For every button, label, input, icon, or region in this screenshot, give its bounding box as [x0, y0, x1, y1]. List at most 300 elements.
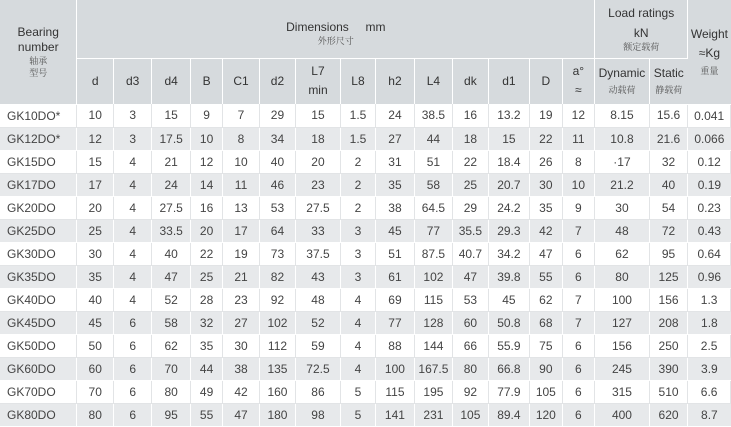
cell-c1: 8	[223, 127, 259, 150]
cell-d2: 46	[259, 173, 295, 196]
cell-d1: 29.3	[488, 219, 530, 242]
cell-dynamic: ·17	[595, 150, 650, 173]
cell-d1: 45	[488, 288, 530, 311]
cell-l4: 144	[414, 334, 452, 357]
cell-d3: 4	[113, 265, 151, 288]
weight-cn: 重量	[700, 65, 719, 76]
cell-d1: 55.9	[488, 334, 530, 357]
cell-b: 25	[190, 265, 222, 288]
col-d4: d4	[152, 58, 190, 104]
cell-model: GK30DO	[0, 242, 77, 265]
cell-c1: 42	[223, 380, 259, 403]
cell-a: 10	[562, 173, 595, 196]
cell-l4: 64.5	[414, 196, 452, 219]
cell-c1: 21	[223, 265, 259, 288]
cell-dynamic: 400	[595, 403, 650, 426]
table-body	[0, 104, 731, 427]
cell-l8: 5	[340, 403, 375, 426]
cell-d1: 77.9	[488, 380, 530, 403]
cell-static: 32	[649, 150, 688, 173]
cell-dynamic: 245	[595, 357, 650, 380]
cell-b: 14	[190, 173, 222, 196]
cell-d3: 4	[113, 150, 151, 173]
cell-h2: 88	[376, 334, 414, 357]
cell-a: 7	[562, 311, 595, 334]
cell-model: GK15DO	[0, 150, 77, 173]
col-dynamic-cn: 动载荷	[608, 85, 636, 96]
cell-weight: 1.3	[688, 288, 731, 311]
cell-b: 16	[190, 196, 222, 219]
cell-d: 40	[77, 288, 113, 311]
weight-label: Weight	[690, 26, 728, 41]
cell-d3: 6	[113, 357, 151, 380]
cell-d4: 70	[152, 357, 190, 380]
col-D: D	[530, 58, 562, 104]
cell-c1: 13	[223, 196, 259, 219]
cell-d4: 47	[152, 265, 190, 288]
cell-l8: 2	[340, 173, 375, 196]
cell-static: 40	[649, 173, 688, 196]
col-d1: d1	[488, 58, 530, 104]
cell-dk: 60	[453, 311, 488, 334]
cell-h2: 45	[376, 219, 414, 242]
cell-D: 30	[530, 173, 562, 196]
cell-l7: 18	[296, 127, 341, 150]
cell-d2: 135	[259, 357, 295, 380]
cell-model: GK12DO*	[0, 127, 77, 150]
cell-d2: 40	[259, 150, 295, 173]
col-b: B	[190, 58, 222, 104]
cell-d4: 40	[152, 242, 190, 265]
col-static	[649, 58, 688, 104]
cell-c1: 11	[223, 173, 259, 196]
cell-d3: 6	[113, 403, 151, 426]
header-row-columns	[0, 58, 731, 104]
cell-static: 54	[649, 196, 688, 219]
cell-d4: 58	[152, 311, 190, 334]
cell-l8: 4	[340, 288, 375, 311]
cell-d2: 53	[259, 196, 295, 219]
cell-a: 6	[562, 242, 595, 265]
cell-b: 44	[190, 357, 222, 380]
cell-c1: 47	[223, 403, 259, 426]
cell-b: 35	[190, 334, 222, 357]
bearing-number-cn-2: 型号	[29, 67, 48, 78]
cell-d4: 95	[152, 403, 190, 426]
cell-static: 510	[649, 380, 688, 403]
cell-D: 47	[530, 242, 562, 265]
cell-model: GK17DO	[0, 173, 77, 196]
cell-static: 15.6	[649, 104, 688, 127]
cell-b: 49	[190, 380, 222, 403]
cell-d4: 24	[152, 173, 190, 196]
cell-b: 28	[190, 288, 222, 311]
cell-b: 10	[190, 127, 222, 150]
cell-l8: 2	[340, 196, 375, 219]
cell-l7: 27.5	[296, 196, 341, 219]
cell-d4: 27.5	[152, 196, 190, 219]
cell-d2: 34	[259, 127, 295, 150]
cell-d1: 39.8	[488, 265, 530, 288]
cell-d4: 52	[152, 288, 190, 311]
cell-l7: 43	[296, 265, 341, 288]
table-row	[0, 288, 731, 311]
cell-dk: 25	[453, 173, 488, 196]
header-row-top	[0, 0, 731, 58]
cell-static: 72	[649, 219, 688, 242]
cell-D: 120	[530, 403, 562, 426]
cell-d1: 18.4	[488, 150, 530, 173]
cell-h2: 35	[376, 173, 414, 196]
bearing-number-label-2: number	[17, 39, 59, 54]
cell-d2: 64	[259, 219, 295, 242]
cell-d: 60	[77, 357, 113, 380]
cell-D: 22	[530, 127, 562, 150]
cell-weight: 0.066	[688, 127, 731, 150]
cell-l8: 3	[340, 242, 375, 265]
col-dynamic-label: Dynamic	[598, 66, 646, 81]
col-l7-label: L7	[311, 64, 325, 79]
col-dynamic	[595, 58, 650, 104]
cell-weight: 0.12	[688, 150, 731, 173]
cell-weight: 3.9	[688, 357, 731, 380]
cell-static: 250	[649, 334, 688, 357]
cell-d4: 80	[152, 380, 190, 403]
cell-c1: 23	[223, 288, 259, 311]
cell-weight: 2.5	[688, 334, 731, 357]
cell-c1: 17	[223, 219, 259, 242]
cell-static: 125	[649, 265, 688, 288]
cell-d1: 66.8	[488, 357, 530, 380]
col-a	[562, 58, 595, 104]
cell-d2: 92	[259, 288, 295, 311]
cell-b: 32	[190, 311, 222, 334]
cell-weight: 1.8	[688, 311, 731, 334]
cell-a: 6	[562, 357, 595, 380]
cell-l7: 59	[296, 334, 341, 357]
cell-d4: 17.5	[152, 127, 190, 150]
cell-c1: 7	[223, 104, 259, 127]
cell-weight: 6.6	[688, 380, 731, 403]
cell-l7: 20	[296, 150, 341, 173]
cell-d3: 6	[113, 311, 151, 334]
col-c1: C1	[223, 58, 259, 104]
cell-model: GK35DO	[0, 265, 77, 288]
cell-h2: 69	[376, 288, 414, 311]
cell-d: 80	[77, 403, 113, 426]
dimensions-header	[77, 0, 595, 58]
cell-dynamic: 30	[595, 196, 650, 219]
cell-d1: 50.8	[488, 311, 530, 334]
cell-h2: 100	[376, 357, 414, 380]
cell-l7: 33	[296, 219, 341, 242]
cell-dk: 16	[453, 104, 488, 127]
cell-h2: 77	[376, 311, 414, 334]
col-l4: L4	[414, 58, 452, 104]
cell-dk: 105	[453, 403, 488, 426]
cell-b: 20	[190, 219, 222, 242]
table-row	[0, 219, 731, 242]
cell-l4: 231	[414, 403, 452, 426]
cell-a: 9	[562, 196, 595, 219]
cell-D: 35	[530, 196, 562, 219]
cell-D: 55	[530, 265, 562, 288]
cell-l8: 4	[340, 357, 375, 380]
cell-b: 55	[190, 403, 222, 426]
cell-c1: 27	[223, 311, 259, 334]
cell-d1: 20.7	[488, 173, 530, 196]
cell-dynamic: 156	[595, 334, 650, 357]
cell-dynamic: 80	[595, 265, 650, 288]
col-d2: d2	[259, 58, 295, 104]
cell-model: GK45DO	[0, 311, 77, 334]
cell-dynamic: 127	[595, 311, 650, 334]
cell-b: 22	[190, 242, 222, 265]
table-row	[0, 265, 731, 288]
cell-b: 9	[190, 104, 222, 127]
cell-l8: 3	[340, 265, 375, 288]
cell-d3: 6	[113, 334, 151, 357]
table-row	[0, 380, 731, 403]
cell-c1: 38	[223, 357, 259, 380]
cell-l4: 87.5	[414, 242, 452, 265]
cell-d3: 4	[113, 288, 151, 311]
cell-static: 156	[649, 288, 688, 311]
cell-b: 12	[190, 150, 222, 173]
bearing-number-cn-1: 轴承	[29, 55, 48, 66]
cell-d2: 73	[259, 242, 295, 265]
cell-c1: 10	[223, 150, 259, 173]
cell-d2: 160	[259, 380, 295, 403]
cell-d2: 112	[259, 334, 295, 357]
cell-d: 12	[77, 127, 113, 150]
cell-d1: 13.2	[488, 104, 530, 127]
cell-h2: 27	[376, 127, 414, 150]
cell-l7: 86	[296, 380, 341, 403]
cell-l7: 15	[296, 104, 341, 127]
cell-d4: 62	[152, 334, 190, 357]
cell-a: 6	[562, 380, 595, 403]
col-static-label: Static	[653, 66, 684, 81]
cell-d: 10	[77, 104, 113, 127]
cell-h2: 141	[376, 403, 414, 426]
cell-d2: 82	[259, 265, 295, 288]
cell-D: 26	[530, 150, 562, 173]
cell-a: 12	[562, 104, 595, 127]
col-l7	[296, 58, 341, 104]
cell-dynamic: 8.15	[595, 104, 650, 127]
cell-l4: 44	[414, 127, 452, 150]
cell-l4: 102	[414, 265, 452, 288]
col-h2: h2	[376, 58, 414, 104]
load-ratings-label: Load ratings	[608, 6, 675, 20]
cell-d: 17	[77, 173, 113, 196]
cell-dk: 40.7	[453, 242, 488, 265]
col-l7-min: min	[308, 83, 328, 98]
cell-l4: 38.5	[414, 104, 452, 127]
cell-dk: 29	[453, 196, 488, 219]
cell-static: 208	[649, 311, 688, 334]
cell-l4: 77	[414, 219, 452, 242]
cell-model: GK70DO	[0, 380, 77, 403]
cell-dynamic: 21.2	[595, 173, 650, 196]
cell-model: GK60DO	[0, 357, 77, 380]
cell-a: 7	[562, 288, 595, 311]
load-ratings-header	[595, 0, 688, 58]
cell-D: 62	[530, 288, 562, 311]
cell-model: GK25DO	[0, 219, 77, 242]
dimensions-label: Dimensions mm	[286, 20, 386, 34]
col-l8: L8	[340, 58, 375, 104]
cell-dk: 92	[453, 380, 488, 403]
cell-l4: 195	[414, 380, 452, 403]
cell-d3: 4	[113, 196, 151, 219]
cell-static: 620	[649, 403, 688, 426]
cell-dynamic: 315	[595, 380, 650, 403]
cell-dynamic: 10.8	[595, 127, 650, 150]
cell-weight: 0.19	[688, 173, 731, 196]
cell-static: 21.6	[649, 127, 688, 150]
cell-weight: 8.7	[688, 403, 731, 426]
col-d3: d3	[113, 58, 151, 104]
cell-a: 6	[562, 334, 595, 357]
cell-dk: 80	[453, 357, 488, 380]
cell-d2: 29	[259, 104, 295, 127]
cell-a: 11	[562, 127, 595, 150]
table-row	[0, 403, 731, 426]
table-row	[0, 196, 731, 219]
cell-dynamic: 100	[595, 288, 650, 311]
cell-l7: 98	[296, 403, 341, 426]
cell-D: 68	[530, 311, 562, 334]
cell-model: GK80DO	[0, 403, 77, 426]
cell-d: 30	[77, 242, 113, 265]
cell-l4: 167.5	[414, 357, 452, 380]
cell-h2: 38	[376, 196, 414, 219]
col-a-approx: ≈	[575, 83, 582, 98]
cell-l4: 128	[414, 311, 452, 334]
cell-d2: 180	[259, 403, 295, 426]
cell-l8: 2	[340, 150, 375, 173]
cell-model: GK10DO*	[0, 104, 77, 127]
bearing-number-label-1: Bearing	[17, 24, 59, 39]
cell-l8: 4	[340, 311, 375, 334]
cell-d1: 89.4	[488, 403, 530, 426]
cell-d: 45	[77, 311, 113, 334]
table-row	[0, 334, 731, 357]
cell-h2: 31	[376, 150, 414, 173]
cell-d3: 4	[113, 219, 151, 242]
cell-d4: 21	[152, 150, 190, 173]
dimensions-cn: 外形尺寸	[317, 36, 354, 46]
cell-l8: 1.5	[340, 127, 375, 150]
cell-h2: 24	[376, 104, 414, 127]
cell-l7: 23	[296, 173, 341, 196]
cell-a: 7	[562, 219, 595, 242]
table-row	[0, 150, 731, 173]
cell-weight: 0.96	[688, 265, 731, 288]
cell-d1: 34.2	[488, 242, 530, 265]
load-ratings-cn: 额定载荷	[623, 42, 660, 52]
cell-d3: 4	[113, 173, 151, 196]
cell-dk: 66	[453, 334, 488, 357]
cell-d: 25	[77, 219, 113, 242]
cell-d: 20	[77, 196, 113, 219]
table-row	[0, 173, 731, 196]
cell-D: 105	[530, 380, 562, 403]
cell-weight: 0.64	[688, 242, 731, 265]
cell-static: 390	[649, 357, 688, 380]
cell-a: 6	[562, 403, 595, 426]
cell-l4: 58	[414, 173, 452, 196]
col-static-cn: 静载荷	[655, 85, 683, 96]
cell-d1: 15	[488, 127, 530, 150]
cell-l7: 37.5	[296, 242, 341, 265]
cell-d3: 3	[113, 104, 151, 127]
table-row	[0, 357, 731, 380]
cell-dk: 22	[453, 150, 488, 173]
col-d: d	[77, 58, 113, 104]
cell-dynamic: 48	[595, 219, 650, 242]
weight-header	[688, 0, 731, 104]
cell-D: 75	[530, 334, 562, 357]
cell-d1: 24.2	[488, 196, 530, 219]
cell-d4: 33.5	[152, 219, 190, 242]
cell-d: 70	[77, 380, 113, 403]
cell-model: GK50DO	[0, 334, 77, 357]
cell-d3: 3	[113, 127, 151, 150]
cell-d3: 6	[113, 380, 151, 403]
cell-weight: 0.041	[688, 104, 731, 127]
cell-model: GK40DO	[0, 288, 77, 311]
cell-model: GK20DO	[0, 196, 77, 219]
cell-dk: 35.5	[453, 219, 488, 242]
col-dk: dk	[453, 58, 488, 104]
cell-dynamic: 62	[595, 242, 650, 265]
cell-l4: 51	[414, 150, 452, 173]
cell-l7: 72.5	[296, 357, 341, 380]
cell-a: 8	[562, 150, 595, 173]
cell-c1: 19	[223, 242, 259, 265]
cell-l8: 4	[340, 334, 375, 357]
cell-l7: 48	[296, 288, 341, 311]
table-row	[0, 311, 731, 334]
cell-h2: 51	[376, 242, 414, 265]
cell-dk: 53	[453, 288, 488, 311]
cell-D: 42	[530, 219, 562, 242]
cell-d4: 15	[152, 104, 190, 127]
cell-weight: 0.43	[688, 219, 731, 242]
cell-d: 50	[77, 334, 113, 357]
cell-h2: 115	[376, 380, 414, 403]
cell-h2: 61	[376, 265, 414, 288]
col-a-label: a°	[572, 64, 585, 79]
load-ratings-unit: kN	[633, 26, 649, 40]
cell-dk: 18	[453, 127, 488, 150]
cell-l8: 1.5	[340, 104, 375, 127]
cell-D: 19	[530, 104, 562, 127]
cell-c1: 30	[223, 334, 259, 357]
cell-static: 95	[649, 242, 688, 265]
cell-weight: 0.23	[688, 196, 731, 219]
cell-a: 6	[562, 265, 595, 288]
cell-l7: 52	[296, 311, 341, 334]
cell-l8: 3	[340, 219, 375, 242]
cell-l4: 115	[414, 288, 452, 311]
cell-d: 35	[77, 265, 113, 288]
bearing-number-header	[0, 0, 77, 104]
table-row	[0, 127, 731, 150]
